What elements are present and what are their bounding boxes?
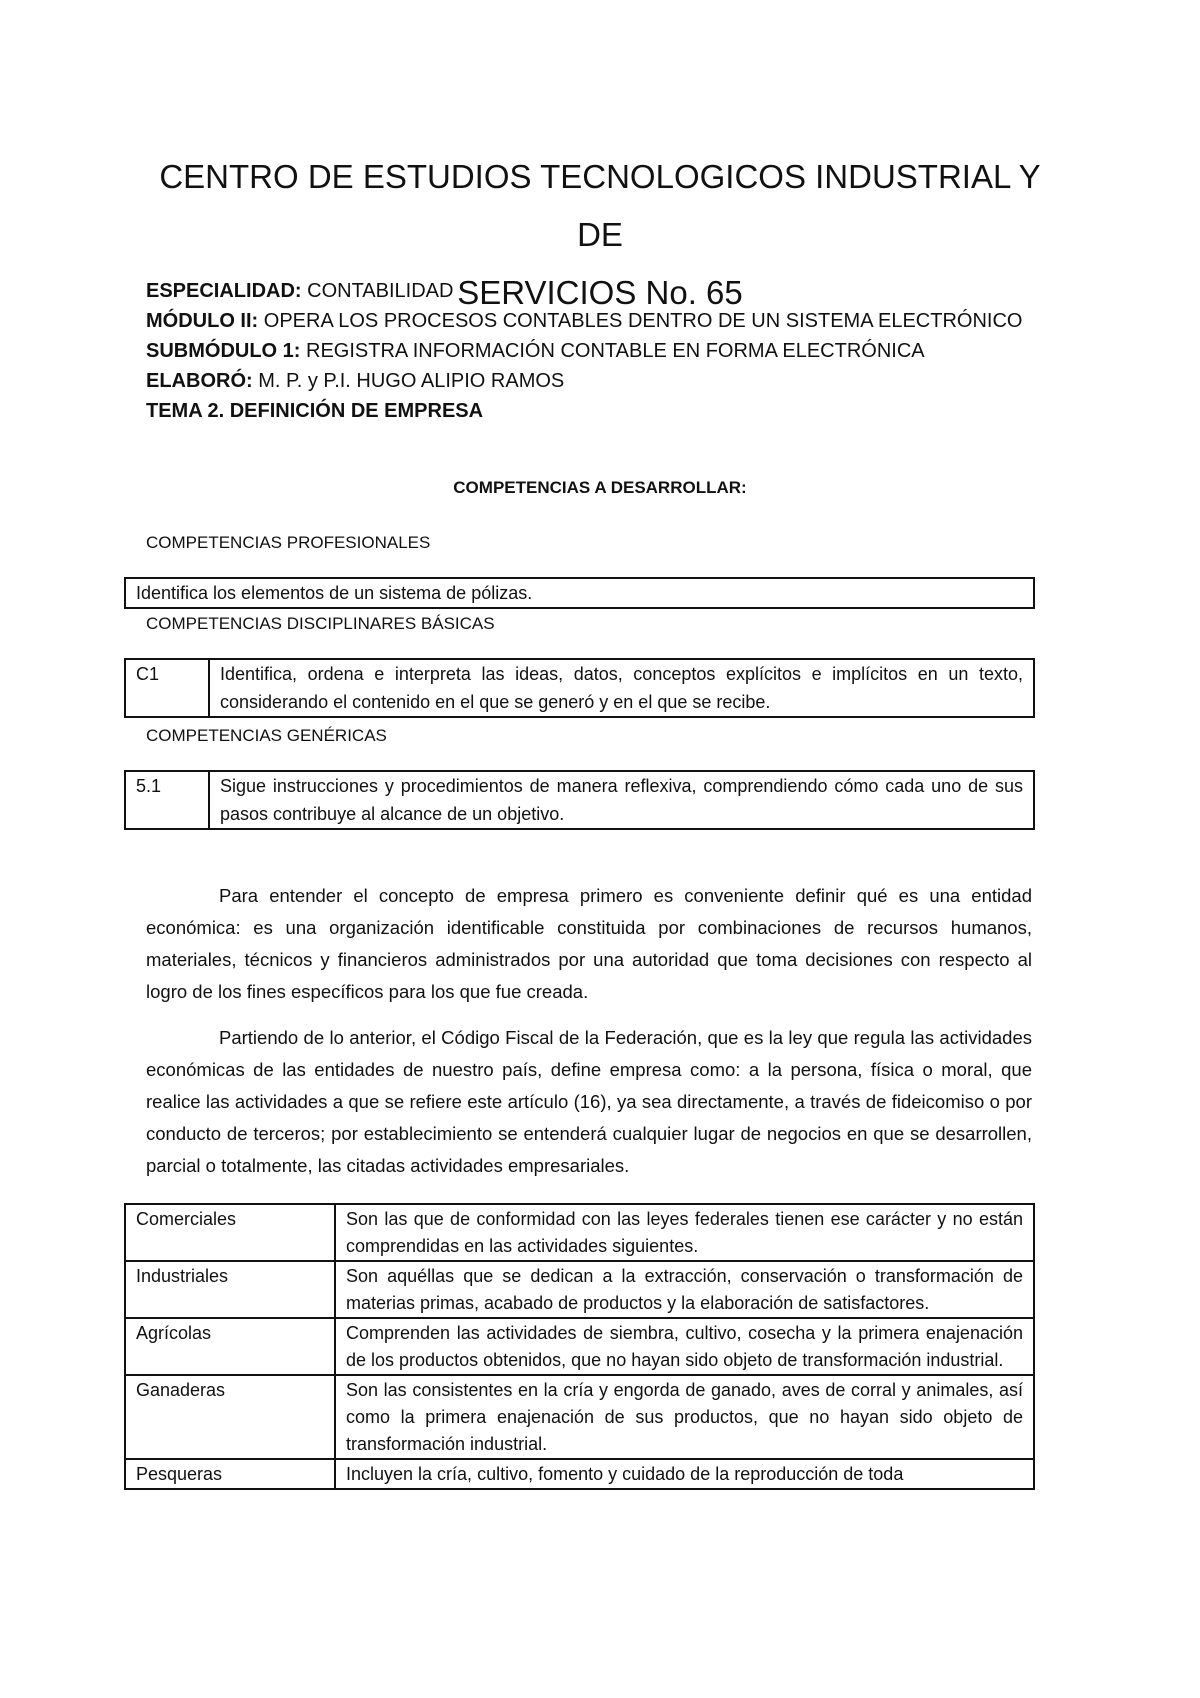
especialidad-line bbox=[146, 276, 1022, 306]
activity-description: Incluyen la cría, cultivo, fomento y cuidado de la reproducción de toda bbox=[335, 1459, 1034, 1489]
activity-types-table bbox=[124, 1203, 1035, 1490]
competencia-profesional-box bbox=[124, 577, 1035, 609]
modulo-label: MÓDULO II: bbox=[146, 310, 259, 332]
activity-name: Ganaderas bbox=[125, 1375, 335, 1459]
activity-name: Pesqueras bbox=[125, 1459, 335, 1489]
competencia-generica-box bbox=[124, 770, 1035, 830]
modulo-line bbox=[146, 306, 1022, 336]
elaboro-line bbox=[146, 366, 1022, 396]
table-row bbox=[125, 1318, 1034, 1375]
submodulo-line bbox=[146, 336, 1022, 366]
competencia-disciplinar-text: Identifica, ordena e interpreta las ideas, datos, conceptos explícitos e implícitos en un texto, considerando el contenido en el que se generó y en el que se recibe. bbox=[220, 664, 1023, 712]
activity-name: Agrícolas bbox=[125, 1318, 335, 1375]
table-row bbox=[125, 1261, 1034, 1318]
especialidad-label: ESPECIALIDAD: bbox=[146, 280, 302, 302]
competencia-generica-code: 5.1 bbox=[126, 772, 209, 828]
table-row bbox=[125, 1204, 1034, 1261]
competencias-disciplinares-label: COMPETENCIAS DISCIPLINARES BÁSICAS bbox=[146, 614, 495, 633]
elaboro-value: M. P. y P.I. HUGO ALIPIO RAMOS bbox=[252, 370, 565, 392]
elaboro-label: ELABORÓ: bbox=[146, 370, 253, 392]
title-line-1: CENTRO DE ESTUDIOS TECNOLOGICOS INDUSTRIAL Y DE bbox=[159, 158, 1041, 253]
paragraph-entidad-economica: Para entender el concepto de empresa primero es conveniente definir qué es una entidad económica: es una organización identificable constituida por combinaciones de recursos humanos, materiales, técnicos y financieros administrados por una autoridad que toma decisiones con respecto al logro de los fines específicos para los que fue creada. bbox=[146, 885, 1032, 1002]
activity-name: Industriales bbox=[125, 1261, 335, 1318]
table-row bbox=[125, 1459, 1034, 1489]
competencia-generica-text: Sigue instrucciones y procedimientos de manera reflexiva, comprendiendo cómo cada uno de sus pasos contribuye al alcance de un objetivo. bbox=[220, 776, 1023, 824]
competencia-disciplinar-box bbox=[124, 658, 1035, 718]
table-row bbox=[125, 1375, 1034, 1459]
competencias-profesionales-label: COMPETENCIAS PROFESIONALES bbox=[146, 533, 431, 552]
competencia-disciplinar-code: C1 bbox=[126, 660, 209, 716]
tema-heading: TEMA 2. DEFINICIÓN DE EMPRESA bbox=[146, 400, 484, 422]
competencias-genericas-label: COMPETENCIAS GENÉRICAS bbox=[146, 726, 387, 745]
document-metadata bbox=[146, 276, 1022, 426]
activity-description: Son las consistentes en la cría y engorda de ganado, aves de corral y animales, así como la primera enajenación de sus productos, que no hayan sido objeto de transformación industrial. bbox=[335, 1375, 1034, 1459]
competencia-profesional-text: Identifica los elementos de un sistema de pólizas. bbox=[136, 583, 533, 603]
paragraph-codigo-fiscal: Partiendo de lo anterior, el Código Fiscal de la Federación, que es la ley que regula las actividades económicas de las entidades de nuestro país, define empresa como: a la persona, física o moral, que realice las actividades a que se refiere este artículo (16), ya sea directamente, a través de fideicomiso o por conducto de terceros; por establecimiento se entenderá cualquier lugar de negocios en que se desarrollen, parcial o totalmente, las citadas actividades empresariales. bbox=[146, 1027, 1032, 1176]
submodulo-value: REGISTRA INFORMACIÓN CONTABLE EN FORMA ELECTRÓNICA bbox=[300, 340, 925, 362]
submodulo-label: SUBMÓDULO 1: bbox=[146, 340, 301, 362]
activity-description: Comprenden las actividades de siembra, cultivo, cosecha y la primera enajenación de los productos obtenidos, que no hayan sido objeto de transformación industrial. bbox=[335, 1318, 1034, 1375]
modulo-value: OPERA LOS PROCESOS CONTABLES DENTRO DE UN SISTEMA ELECTRÓNICO bbox=[258, 310, 1023, 332]
title-line-2: SERVICIOS No. 65 bbox=[457, 274, 743, 311]
activity-description: Son las que de conformidad con las leyes federales tienen ese carácter y no están comprendidas en las actividades siguientes. bbox=[335, 1204, 1034, 1261]
activity-description: Son aquéllas que se dedican a la extracción, conservación o transformación de materias primas, acabado de productos y la elaboración de satisfactores. bbox=[335, 1261, 1034, 1318]
especialidad-value: CONTABILIDAD bbox=[301, 280, 454, 302]
tema-line bbox=[146, 396, 1022, 426]
competencias-heading: COMPETENCIAS A DESARROLLAR: bbox=[453, 478, 747, 497]
activity-name: Comerciales bbox=[125, 1204, 335, 1261]
